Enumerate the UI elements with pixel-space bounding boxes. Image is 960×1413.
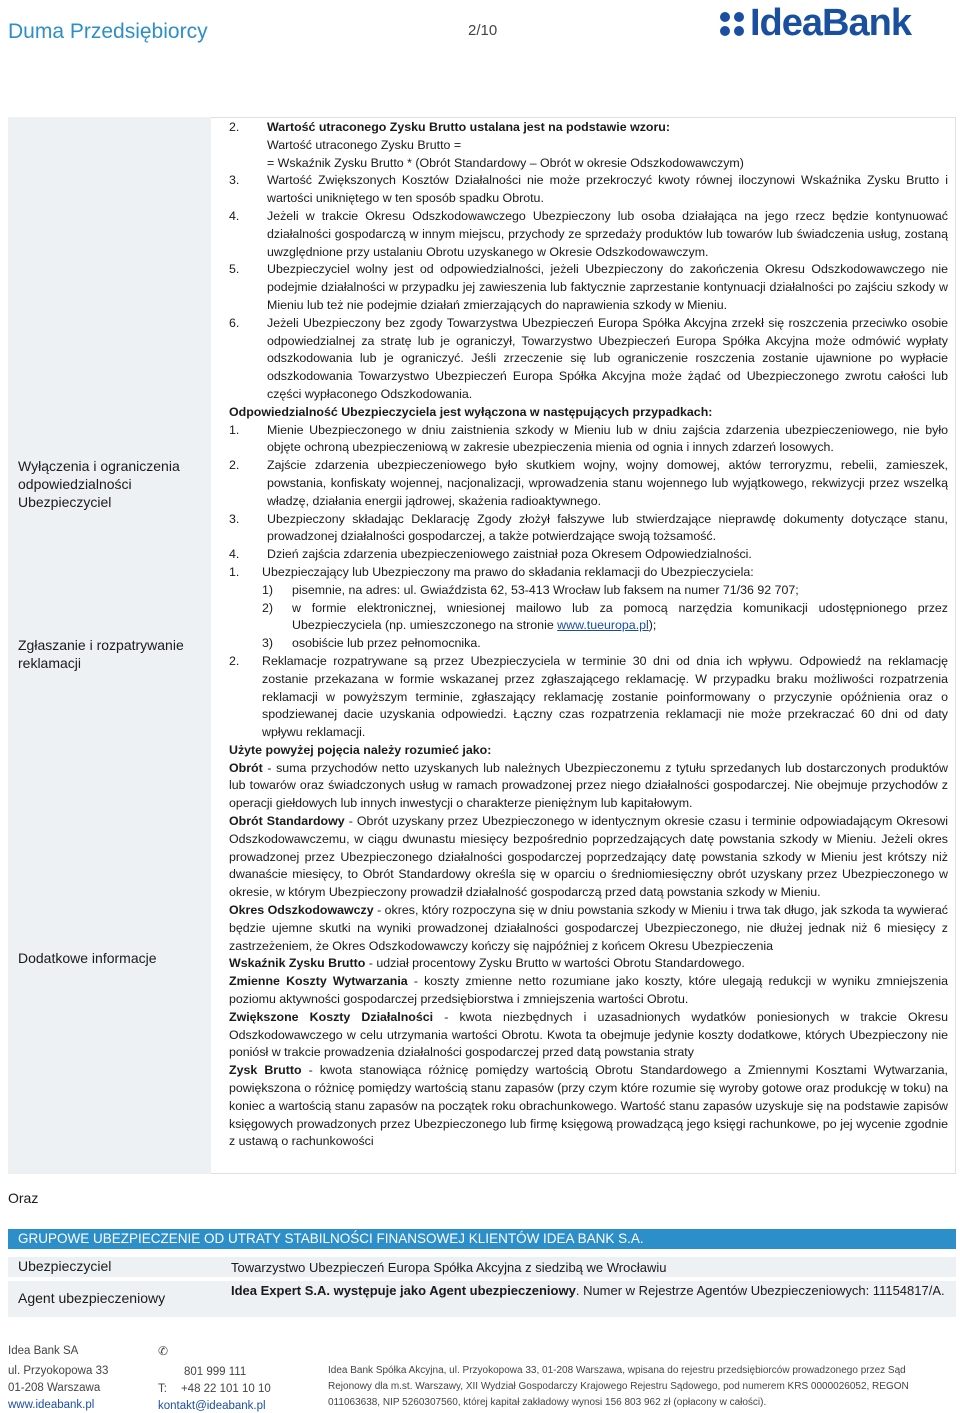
profit-item (229, 155, 948, 173)
definitions-list (229, 760, 948, 1152)
logo-text: IdeaBank (750, 2, 911, 44)
footer-email-link[interactable]: kontakt@ideabank.pl (158, 1400, 266, 1412)
sidebar-label-claims: Zgłaszanie i rozpatrywanie reklamacji (18, 637, 184, 671)
exclusion-item-number: 2. (229, 458, 240, 473)
definition-term: Zmienne Koszty Wytwarzania (229, 974, 408, 989)
sidebar-label-exclusions: Wyłączenia i ograniczenia odpowiedzialności Ubezpieczyciel (18, 458, 180, 510)
claims-sub-2-text: w formie elektronicznej, wniesionej mailowo lub za pomocą narzędzia komunikacji udostępnionego przez Ubezpieczyciela (np. umieszczonego na stronie (292, 600, 948, 633)
exclusions-heading: Odpowiedzialność Ubezpieczyciela jest wyłączona w następujących przypadkach: (229, 404, 713, 419)
profit-section (229, 119, 948, 404)
claims-item-1-text: Ubezpieczający lub Ubezpieczony ma prawo do składania reklamacji do Ubezpieczyciela: (262, 564, 754, 579)
footer-web-link[interactable]: www.ideabank.pl (8, 1399, 95, 1411)
footer-phone-prefix: T: (158, 1383, 167, 1395)
definitions-heading: Użyte powyżej pojęcia należy rozumieć jako: (229, 742, 492, 757)
definition-term: Obrót Standardowy (229, 814, 345, 829)
page-number: 2/10 (468, 22, 498, 39)
definition-item (229, 955, 948, 973)
exclusion-item-number: 3. (229, 511, 240, 526)
footer-phone-2: +48 22 101 10 10 (180, 1383, 271, 1395)
sidebar-label-additional: Dodatkowe informacje (18, 950, 157, 966)
profit-item (229, 119, 948, 137)
oraz-label: Oraz (8, 1190, 39, 1206)
definition-item (229, 813, 948, 902)
footer-phone-1: 801 999 111 (184, 1366, 247, 1378)
profit-item (229, 137, 948, 155)
profit-item-text: Ubezpieczyciel wolny jest od odpowiedzialności, jeżeli Ubezpieczony do zakończenia Okresu Odszkodowawczego nie podejmie działalności w przypadku jej zawieszenia lub faktycznie zaprzestanie kontynuacji działalności po zajściu szkody w Mieniu lub też nie podejmie działań zmierzających do naprawienia szkody w Mieniu. (267, 262, 948, 312)
definition-item (229, 973, 948, 1009)
section-banner: GRUPOWE UBEZPIECZENIE OD UTRATY STABILNOŚCI FINANSOWEJ KLIENTÓW IDEA BANK S.A. (8, 1229, 956, 1249)
claims-item-2: 2. Reklamacje rozpatrywane są przez Ubezpieczyciela w terminie 30 dni od dnia ich wpływu. Odpowiedź na reklamację zostanie przekazana w formie wskazanej przez zgłaszającego reklamację. W przypadku braku możliwości rozpatrzenia reklamacji w powyższym terminie, zgłaszający reklamację zostanie poinformowany o przyczynie opóźnienia oraz o spodziewanej dacie uzyskania odpowiedzi. Łączny czas rozpatrzenia reklamacji nie może przekraczać 60 dni od daty wpływu reklamacji. (229, 653, 948, 742)
footer-legal: Idea Bank Spółka Akcyjna, ul. Przyokopowa 33, 01-208 Warszawa, wpisana do rejestru przedsiębiorców prowadzonego przez Sąd Rejonowy dla m.st. Warszawy, XII Wydział Gospodarczy Krajowego Rejestru Sądowego, pod numerem KRS 0000026052, REGON 011063638, NIP 5260307560, której kapitał zakładowy wynosi 156 803 962 zł (opłacony w całości). (328, 1365, 909, 1408)
claims-item-1: 1. Ubezpieczający lub Ubezpieczony ma prawo do składania reklamacji do Ubezpieczyciela: (229, 564, 948, 582)
exclusion-item-text: Mienie Ubezpieczonego w dniu zaistnienia szkody w Mieniu lub w dniu zajścia zdarzenia ubezpieczeniowego, nie było objęte ochroną ubezpieczeniową w zakresie ubezpieczenia mienia od ognia i innych zdarzeń losowych. (267, 422, 948, 455)
claims-sub-3-text: osobiście lub przez pełnomocnika. (292, 636, 481, 651)
profit-item-number: 4. (229, 208, 240, 223)
definition-term: Zysk Brutto (229, 1063, 302, 1078)
agent-row (8, 1281, 956, 1317)
definition-text: - Obrót uzyskany przez Ubezpieczonego w identycznym okresie czasu i terminie odpowiadającym Okresowi Odszkodowawczemu, w ciągu dwunastu miesięcy bezpośrednio poprzedzających datę powstania szkody w Mieniu. Jeżeli okres prowadzonej przez Ubezpieczonego działalności gospodarczej poprzedzający datę powstania szkody w Mieniu jest krótszy niż dwanaście miesięcy, to Obrót Standardowy określa się w oparciu o średniomiesięczny obrót uzyskany przez Ubezpieczonego w okresie, w którym Ubezpieczony prowadził działalność gospodarczą przed datą powstania szkody w Mieniu. (229, 814, 948, 900)
definition-term: Wskaźnik Zysku Brutto (229, 956, 366, 971)
exclusion-item (229, 546, 948, 564)
exclusions-list (229, 422, 948, 564)
definition-item (229, 1062, 948, 1151)
profit-item-text: Wartość Zwiększonych Kosztów Działalności nie może przekroczyć kwoty równej iloczynowi Wskaźnika Zysku Brutto i wartości unikniętego w ten sposób spadku Obrotu. (267, 173, 948, 206)
definition-text: - kwota stanowiąca różnicę pomiędzy wartością Obrotu Standardowego a Zmiennymi Kosztami Wytwarzania, powiększona o różnicę pomiędzy wartością stanu zapasów (przy czym które rozumie się wyroby gotowe oraz produkcję w toku) na koniec a wartością stanu zapasów na początek roku obrachunkowego. Wartość stanu zapasów uzyskuje się na podstawie zapisów księgowych prowadzonych przez Ubezpieczonego lub firmę księgową prowadzącą jego księgi rachunkowe, po jej wycenie zgodnie z ustawą o rachunkowości (229, 1063, 948, 1149)
footer-street: ul. Przyokopowa 33 (8, 1365, 109, 1377)
definition-item (229, 902, 948, 955)
logo-dots-icon (720, 12, 744, 36)
profit-item-number: 5. (229, 262, 240, 277)
profit-item (229, 172, 948, 208)
profit-item-number: 3. (229, 173, 240, 188)
ideabank-logo (720, 2, 911, 45)
exclusion-item (229, 457, 948, 510)
exclusion-item-text: Zajście zdarzenia ubezpieczeniowego było skutkiem wojny, wojny domowej, aktów terroryzmu, rebelii, zamieszek, powstania, konfiskaty wojennej, nacjonalizacji, wprowadzenia stanu wojennego lub wyjątkowego, rekwizycji przez wszelką władzę, działania energii jądrowej, skażenia radioaktywnego. (267, 458, 948, 508)
agent-label: Agent ubezpieczeniowy (18, 1290, 166, 1306)
definition-text: - kwota niezbędnych i uzasadnionych wydatków poniesionych w trakcie Okresu Odszkodowawczego w celu utrzymania wartości Obrotu. Kwota ta obejmuje jedynie koszty dodatkowe, których Ubezpieczony nie poniósł w trakcie prowadzenia działalności gospodarczej przed datą powstania straty (229, 1009, 948, 1060)
profit-item-number: 6. (229, 315, 240, 330)
exclusion-item-number: 1. (229, 422, 240, 437)
exclusion-item (229, 422, 948, 458)
profit-item (229, 315, 948, 404)
claims-sub-1: 1) pisemnie, na adres: ul. Gwiaździsta 62, 53-413 Wrocław lub faksem na numer 71/36 92 707; (229, 582, 948, 600)
exclusion-item-number: 4. (229, 547, 240, 562)
profit-item-text: = Wskaźnik Zysku Brutto * (Obrót Standardowy – Obrót w okresie Odszkodowawczym) (267, 155, 744, 170)
profit-item-number (229, 137, 267, 155)
profit-item-text: Wartość utraconego Zysku Brutto = (267, 137, 462, 152)
definition-term: Obrót (229, 760, 263, 775)
profit-item-text: Jeżeli w trakcie Okresu Odszkodowawczego Ubezpieczony lub osoba działająca na jego rzecz będzie kontynuować działalności gospodarczą w innym miejscu, przychody ze sprzedaży produktów lub towarów lub świadczenia usług, zostaną uwzględnione przy ustalaniu Obrotu uzyskanego w Okresie Odszkodowawczym. (267, 208, 948, 259)
profit-item (229, 208, 948, 261)
definition-text: - okres, który rozpoczyna się w dniu powstania szkody w Mieniu i trwa tak długo, jak szkoda ta wywierać będzie ujemne skutki na wyniki prowadzonej działalności gospodarczej Ubezpieczonego, nie dłużej jednak niż 6 miesięcy z zastrzeżeniem, że Okres Odszkodowawczy kończy się najpóźniej z końcem Okresu Ubezpieczenia (229, 903, 948, 953)
tueuropa-link[interactable]: www.tueuropa.pl (557, 618, 649, 633)
footer-city: 01-208 Warszawa (8, 1382, 101, 1394)
phone-icon: ✆ (158, 1344, 169, 1358)
definition-text: - suma przychodów netto uzyskanych lub należnych Ubezpieczonemu z tytułu sprzedanych lub dostarczonych produktów lub towarów oraz świadczonych usług w ramach prowadzonej przez niego działalności gospodarczej. Nie obejmuje przychodów z operacji giełdowych lub innych inwestycji o charakterze pieniężnym lub kapitałowym. (229, 760, 948, 811)
exclusion-item-text: Ubezpieczony składając Deklarację Zgody złożył fałszywe lub stwierdzające nieprawdę dokumenty dotyczące stanu, prowadzonej działalności gospodarczej, a także potwierdzające swoją tożsamość. (267, 511, 948, 544)
claims-item-2-text: Reklamacje rozpatrywane są przez Ubezpieczyciela w terminie 30 dni od dnia ich wpływu. Odpowiedź na reklamację zostanie przekazana w formie wskazanej przez zgłaszającego reklamację. W przypadku braku możliwości rozpatrzenia reklamacji w powyższym terminie, zgłaszający reklamację zostanie poinformowany o przyczynie opóźnienia oraz o spodziewanej dacie uzyskania odpowiedzi. Łączny czas rozpatrzenia reklamacji nie może przekraczać 60 dni od daty wpływu reklamacji. (262, 653, 948, 740)
document-title: Duma Przedsiębiorcy (8, 20, 208, 43)
claims-sub-2: 2) w formie elektronicznej, wniesionej mailowo lub za pomocą narzędzia komunikacji udostępnionego przez Ubezpieczyciela (np. umieszczonego na stronie www.tueuropa.pl); (262, 600, 948, 633)
footer-bank-name: Idea Bank SA (8, 1345, 79, 1357)
definition-item (229, 760, 948, 813)
insurer-value: Towarzystwo Ubezpieczeń Europa Spółka Akcyjna z siedzibą we Wrocławiu (231, 1260, 667, 1275)
profit-item (229, 261, 948, 314)
page-header (0, 0, 960, 80)
definition-term: Zwiększone Koszty Działalności (229, 1009, 434, 1024)
profit-item-number: 2. (229, 120, 240, 134)
claims-sub-3: 3) osobiście lub przez pełnomocnika. (229, 635, 948, 653)
insurer-row (8, 1257, 956, 1277)
page-footer (0, 1343, 960, 1413)
agent-value: Idea Expert S.A. występuje jako Agent ubezpieczeniowy. Numer w Rejestrze Agentów Ubezpieczeniowych: 11154817/A. (231, 1283, 945, 1298)
profit-item-text: Jeżeli Ubezpieczony bez zgody Towarzystwa Ubezpieczeń Europa Spółka Akcyjna zrzekł się roszczenia przeciwko osobie odpowiedzialnej za stratę lub je ograniczył, Towarzystwo Ubezpieczeń Europa Spółka Akcyjna może odmówić wypłaty odszkodowania lub je ograniczyć. Jeśli zrzeczenie się lub ograniczenie roszczenia zostanie ujawnione po wypłacie odszkodowania Towarzystwo Ubezpieczeń Europa Spółka Akcyjna może żądać od Ubezpieczonego zwrotu całości lub części wypłaconego Odszkodowania. (267, 315, 948, 401)
exclusion-item (229, 511, 948, 547)
definition-text: - udział procentowy Zysku Brutto w wartości Obrotu Standardowego. (365, 956, 745, 971)
footer-address (8, 1343, 108, 1413)
definition-term: Okres Odszkodowawczy (229, 903, 374, 918)
profit-item-number (229, 155, 267, 173)
insurer-label: Ubezpieczyciel (18, 1258, 112, 1274)
exclusion-item-text: Dzień zajścia zdarzenia ubezpieczeniowego zaistniał poza Okresem Odpowiedzialności. (267, 547, 752, 562)
definition-item (229, 1009, 948, 1062)
definition-text: - koszty zmienne netto rozumiane jako koszty, które ulegają redukcji w wyniku zmniejszenia poziomu aktywności gospodarczej przedsiębiorstwa i zmniejszenia wartości Obrotu. (229, 974, 948, 1007)
footer-contact (158, 1343, 271, 1413)
content-body (229, 119, 948, 1151)
claims-sub-1-text: pisemnie, na adres: ul. Gwiaździsta 62, 53-413 Wrocław lub faksem na numer 71/36 92 707; (292, 582, 799, 597)
profit-item-text: Wartość utraconego Zysku Brutto ustalana jest na podstawie wzoru: (267, 120, 670, 134)
